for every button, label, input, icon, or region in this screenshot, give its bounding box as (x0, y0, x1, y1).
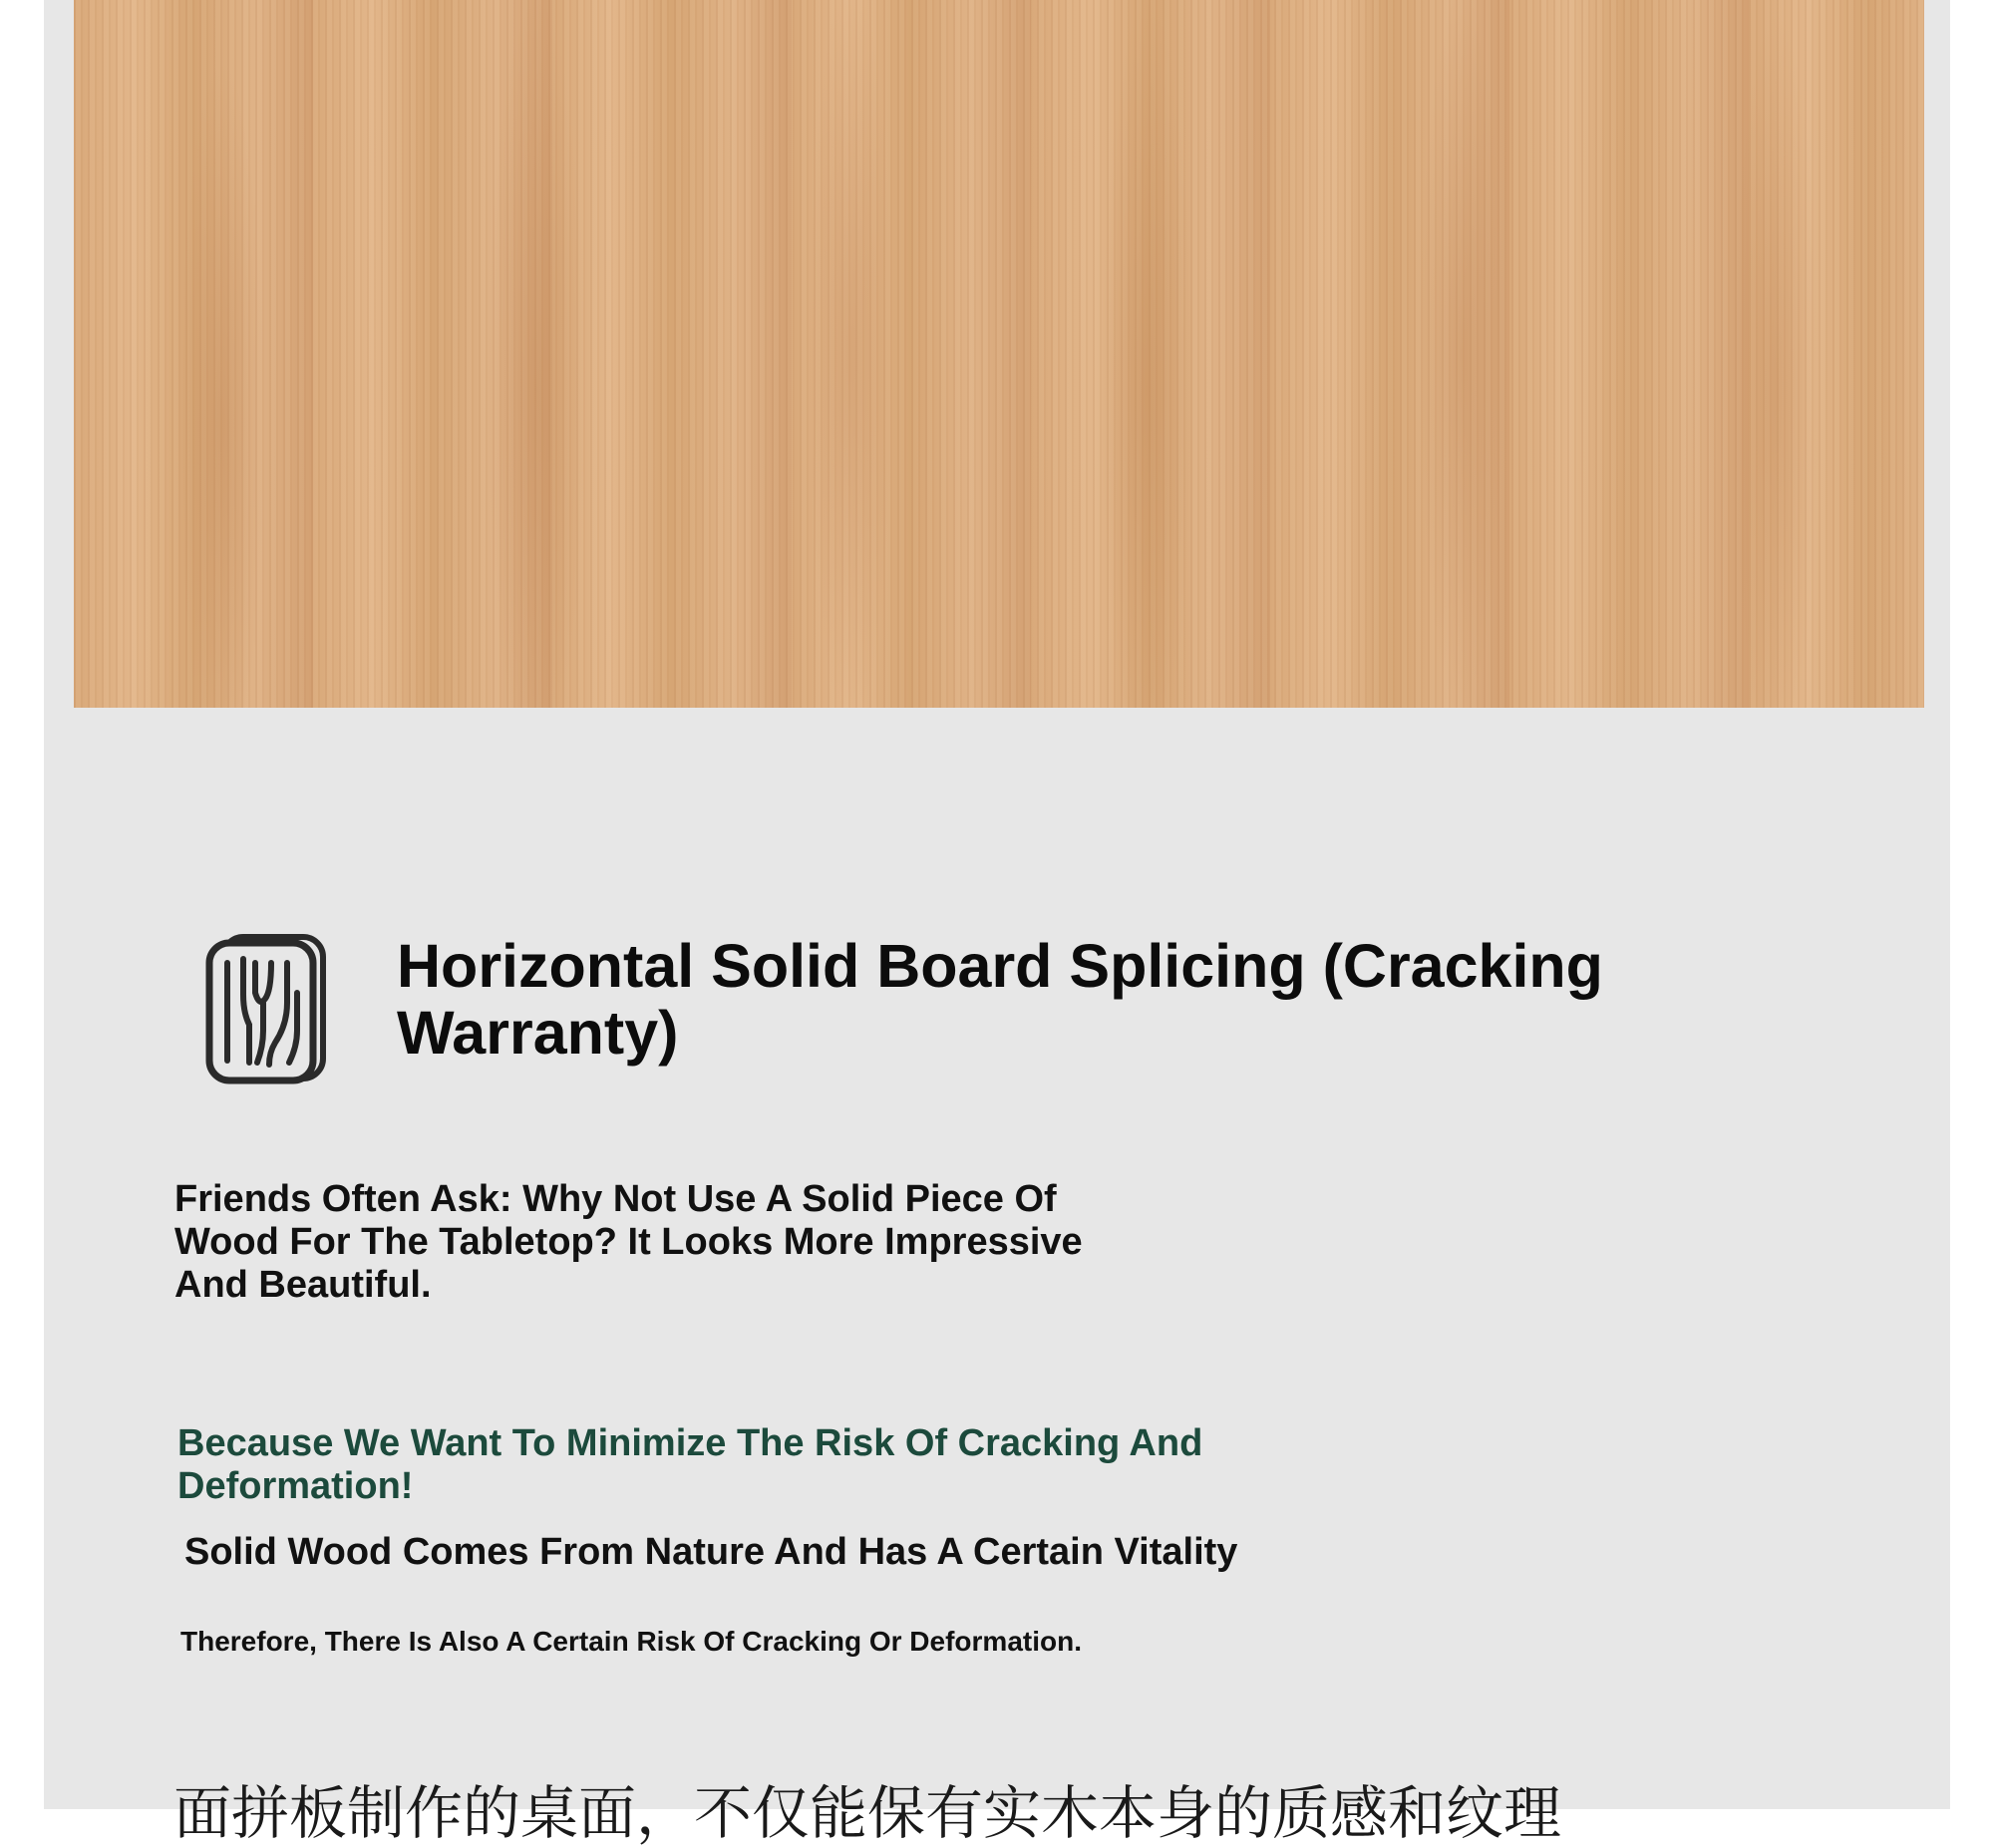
wood-grain-board-icon (203, 933, 329, 1084)
question-text: Friends Often Ask: Why Not Use A Solid Piece Of Wood For The Tabletop? It Looks More Impressive And Beautiful. (174, 1178, 1083, 1306)
vitality-text: Solid Wood Comes From Nature And Has A Certain Vitality (184, 1531, 1238, 1573)
answer-text: Because We Want To Minimize The Risk Of Cracking And Deformation! (177, 1422, 1203, 1507)
chinese-description-text: 面拼板制作的桌面，不仅能保有实木本身的质感和纹理 (173, 1779, 1562, 1847)
section-heading: Horizontal Solid Board Splicing (Cracking Warranty) (397, 932, 1603, 1067)
wood-grain-photo (74, 0, 1924, 708)
cracking-risk-text: Therefore, There Is Also A Certain Risk Of Cracking Or Deformation. (180, 1626, 1082, 1657)
product-detail-page (44, 0, 1950, 1847)
section-header (203, 933, 1848, 1092)
